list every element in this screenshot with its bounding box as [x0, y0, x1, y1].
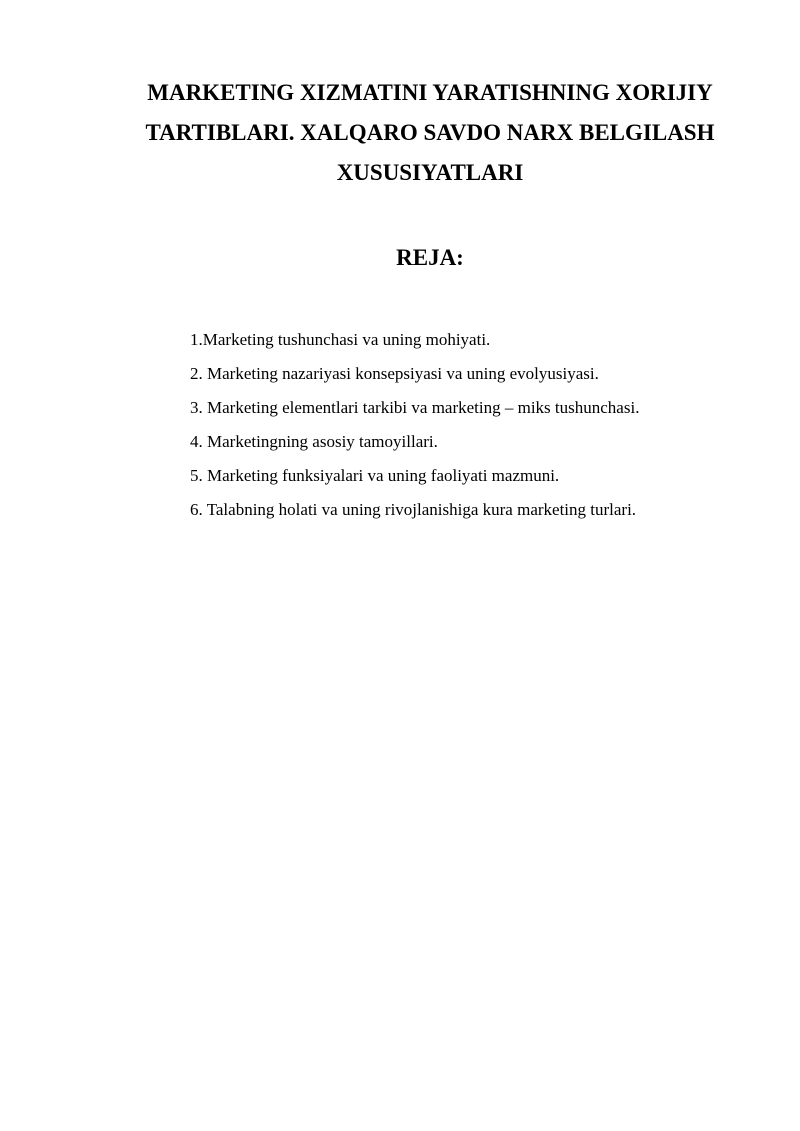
title-line-2: TARTIBLARI. XALQARO SAVDO NARX BELGILASH [145, 120, 715, 145]
plan-heading: REJA: [396, 245, 464, 270]
plan-item-5: 5. Marketing funksiyalari va uning faoliyati mazmuni. [190, 466, 560, 485]
plan-item-6: 6. Talabning holati va uning rivojlanishiga kura marketing turlari. [190, 500, 637, 519]
document-title [110, 73, 750, 193]
title-line-1: MARKETING XIZMATINI YARATISHNING XORIJIY [147, 80, 713, 105]
plan-item-3: 3. Marketing elementlari tarkibi va marketing – miks tushunchasi. [190, 398, 640, 417]
plan-item-2: 2. Marketing nazariyasi konsepsiyasi va uning evolyusiyasi. [190, 364, 599, 383]
plan-item-4: 4. Marketingning asosiy tamoyillari. [190, 432, 438, 451]
plan-list [190, 323, 770, 527]
plan-item-1: 1.Marketing tushunchasi va uning mohiyati. [190, 330, 491, 349]
title-line-3: XUSUSIYATLARI [336, 160, 524, 185]
